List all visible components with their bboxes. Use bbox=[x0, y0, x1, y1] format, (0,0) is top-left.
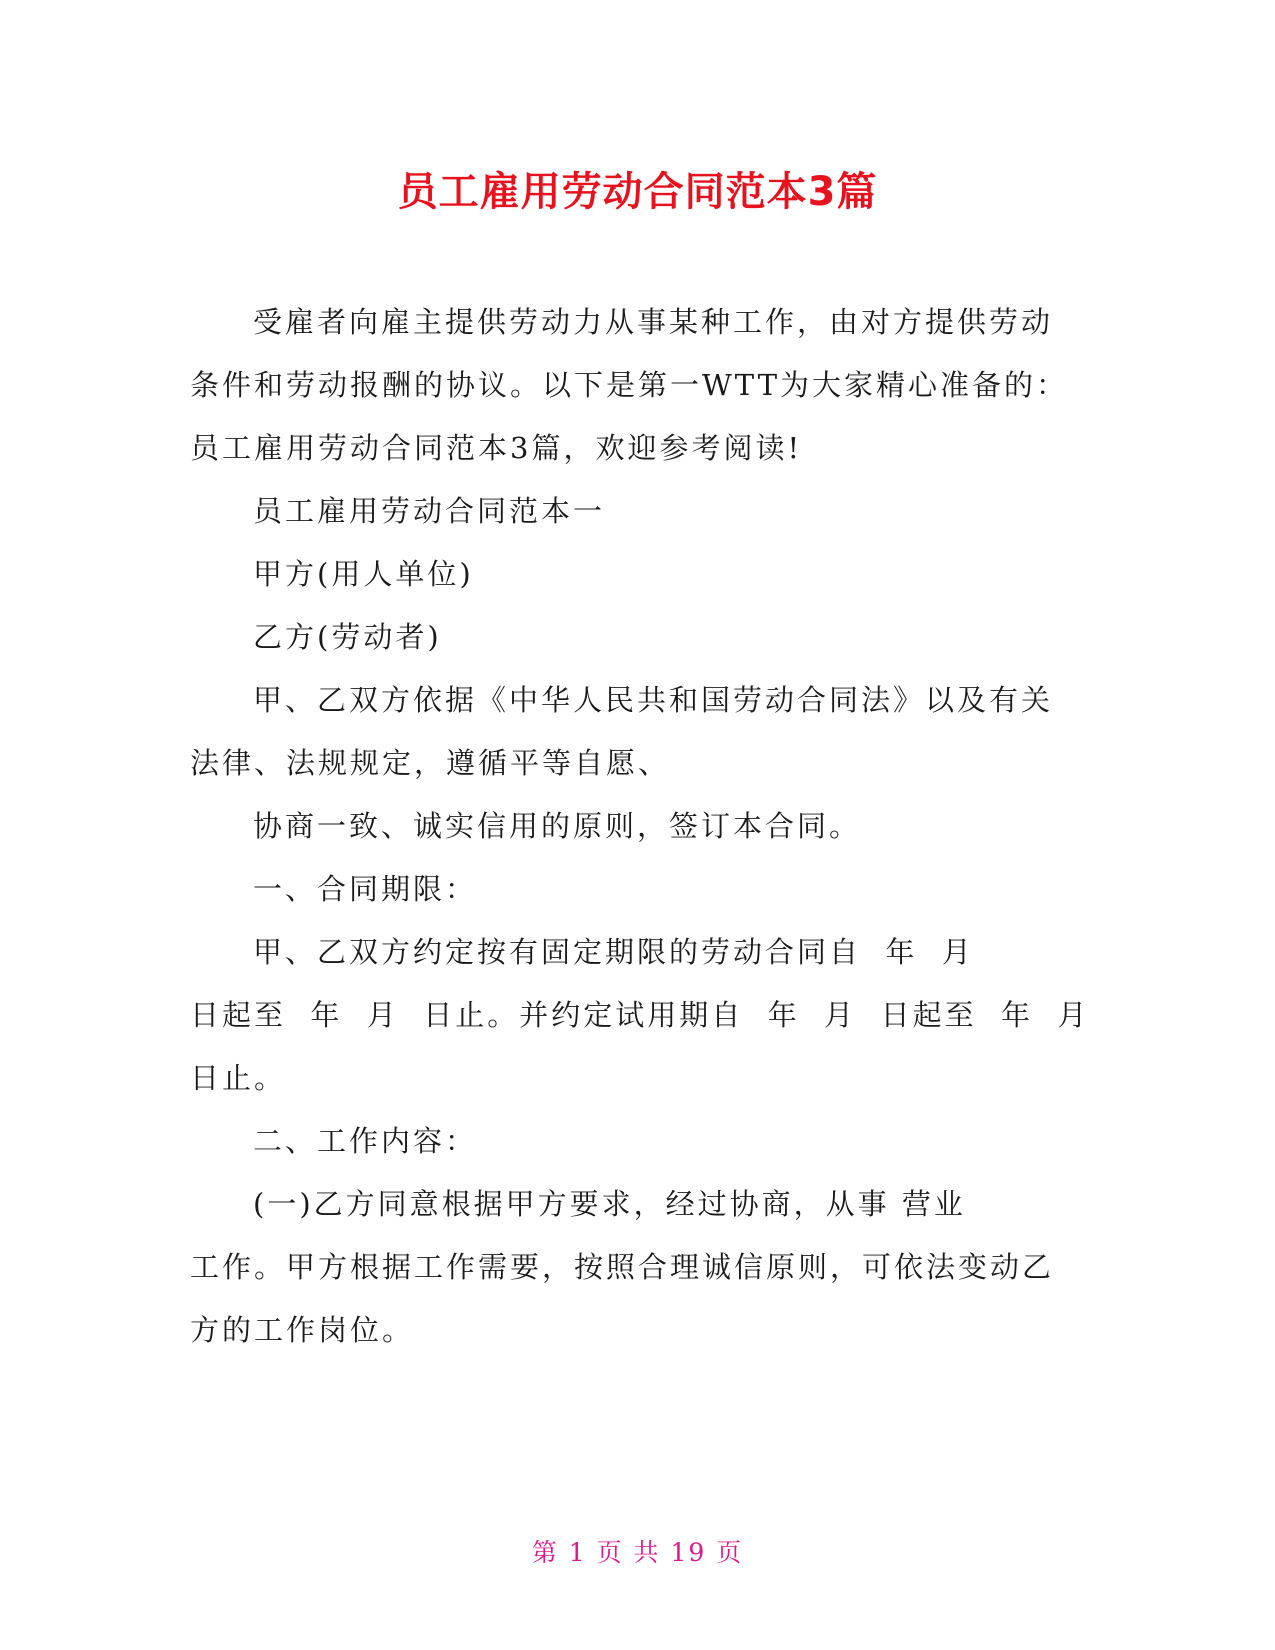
document-title: 员工雇用劳动合同范本3篇 bbox=[397, 169, 878, 215]
paragraph-line: 法律、法规规定，遵循平等自愿、 bbox=[190, 746, 671, 780]
party-b-line: 乙方(劳动者) bbox=[253, 620, 442, 654]
paragraph-line: 甲、乙双方依据《中华人民共和国劳动合同法》以及有关 bbox=[253, 683, 1054, 717]
paragraph-line: 日止。 bbox=[190, 1061, 287, 1095]
paragraph-line: 协商一致、诚实信用的原则，签订本合同。 bbox=[253, 809, 862, 843]
paragraph-line: 员工雇用劳动合同范本3篇，欢迎参考阅读! bbox=[190, 431, 803, 465]
document-body bbox=[190, 291, 1090, 1362]
paragraph-line: 方的工作岗位。 bbox=[190, 1313, 415, 1347]
paragraph-line: 甲、乙双方约定按有固定期限的劳动合同自 年 月 bbox=[253, 935, 974, 969]
page-footer: 第 1 页 共 19 页 bbox=[531, 1538, 744, 1567]
party-a-line: 甲方(用人单位) bbox=[253, 557, 474, 591]
clause-heading: 二、工作内容： bbox=[253, 1124, 478, 1158]
section-heading: 员工雇用劳动合同范本一 bbox=[253, 494, 606, 528]
paragraph-line: 日起至 年 月 日止。并约定试用期自 年 月 日起至 年 月 bbox=[190, 998, 1090, 1032]
clause-heading: 一、合同期限： bbox=[253, 872, 478, 906]
paragraph-line: (一)乙方同意根据甲方要求，经过协商，从事 营业 bbox=[253, 1187, 966, 1221]
paragraph-line: 条件和劳动报酬的协议。以下是第一WTT为大家精心准备的： bbox=[190, 368, 1069, 402]
paragraph-line: 工作。甲方根据工作需要，按照合理诚信原则，可依法变动乙 bbox=[190, 1250, 1055, 1284]
paragraph-line: 受雇者向雇主提供劳动力从事某种工作，由对方提供劳动 bbox=[253, 305, 1054, 339]
